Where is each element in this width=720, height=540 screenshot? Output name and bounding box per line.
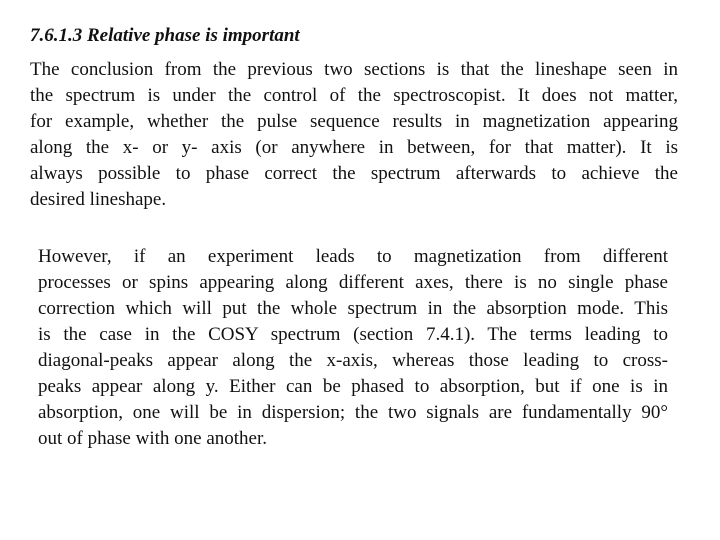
section-heading: 7.6.1.3 Relative phase is important — [30, 25, 300, 46]
paragraph-line: along the x- or y- axis (or anywhere in between, for that matter). It is — [30, 137, 678, 158]
paragraph-line: absorption, one will be in dispersion; the two signals are fundamentally 90° — [38, 402, 668, 423]
paragraph-line: for example, whether the pulse sequence results in magnetization appearing — [30, 111, 678, 132]
paragraph-however — [38, 244, 668, 452]
paragraph-line: is the case in the COSY spectrum (section 7.4.1). The terms leading to — [38, 324, 668, 345]
paragraph-line: The conclusion from the previous two sections is that the lineshape seen in — [30, 59, 678, 80]
paragraph-intro — [30, 57, 678, 213]
paragraph-line: the spectrum is under the control of the spectroscopist. It does not matter, — [30, 85, 678, 106]
paragraph-line: diagonal-peaks appear along the x-axis, whereas those leading to cross- — [38, 350, 668, 371]
paragraph-line: out of phase with one another. — [38, 428, 268, 449]
paragraph-line: peaks appear along y. Either can be phased to absorption, but if one is in — [38, 376, 668, 397]
paragraph-line: However, if an experiment leads to magnetization from different — [38, 246, 668, 267]
paragraph-line: processes or spins appearing along different axes, there is no single phase — [38, 272, 668, 293]
paragraph-line: correction which will put the whole spectrum in the absorption mode. This — [38, 298, 668, 319]
paragraph-line: always possible to phase correct the spectrum afterwards to achieve the — [30, 163, 678, 184]
paragraph-line: desired lineshape. — [30, 189, 167, 210]
